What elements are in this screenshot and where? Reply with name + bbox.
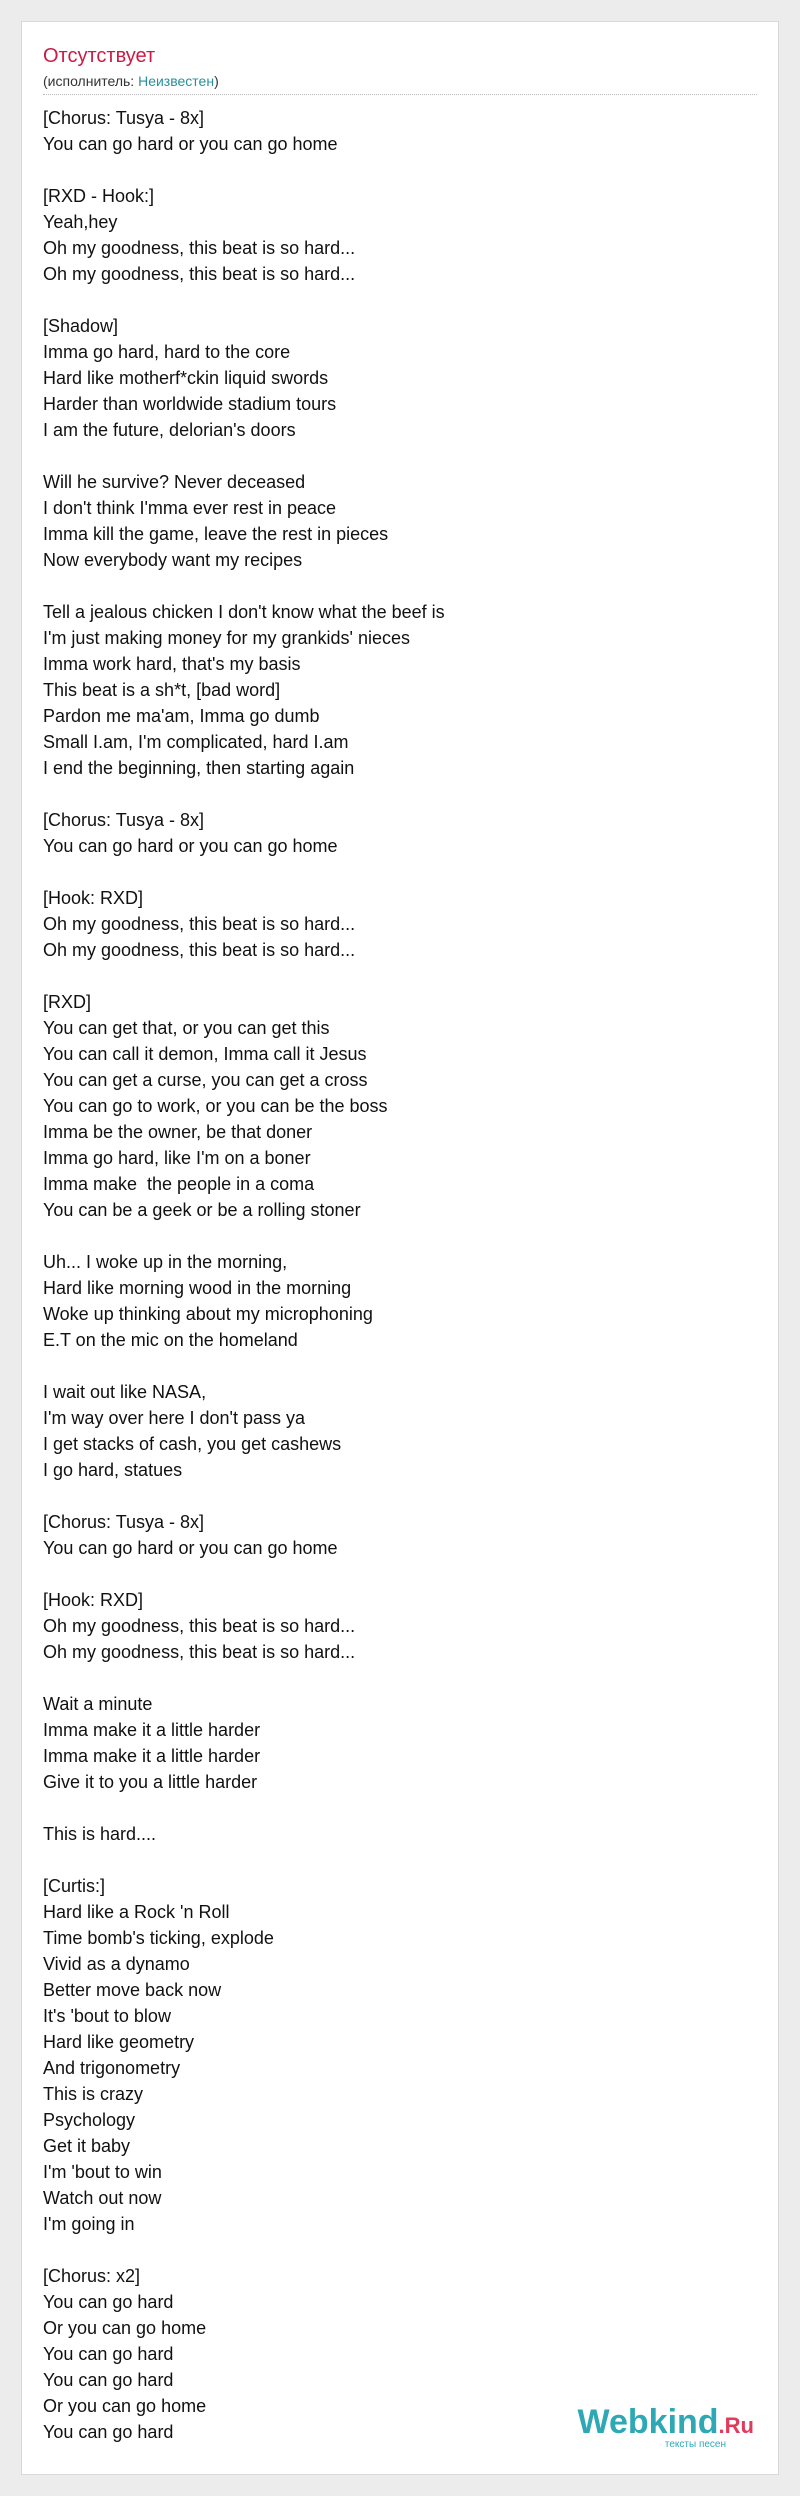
- lyrics-line: You can call it demon, Imma call it Jesus: [43, 1044, 367, 1064]
- lyrics-line: I wait out like NASA,: [43, 1382, 207, 1402]
- lyrics-line: [Shadow]: [43, 316, 119, 336]
- lyrics-line: [43, 1223, 743, 1249]
- lyrics-line: I am the future, delorian's doors: [43, 420, 296, 440]
- artist-prefix: (исполнитель:: [43, 73, 139, 89]
- lyrics-line: Watch out now: [43, 2188, 162, 2208]
- lyrics-line: Wait a minute: [43, 1694, 153, 1714]
- lyrics-line: You can go hard: [43, 2422, 174, 2442]
- lyrics-line: Give it to you a little harder: [43, 1772, 258, 1792]
- lyrics-line: Now everybody want my recipes: [43, 550, 303, 570]
- lyrics-line: Get it baby: [43, 2136, 131, 2156]
- lyrics-line: Hard like geometry: [43, 2032, 195, 2052]
- lyrics-line: [43, 287, 743, 313]
- lyrics-line: Yeah,hey: [43, 212, 118, 232]
- lyrics-line: Imma be the owner, be that doner: [43, 1122, 313, 1142]
- lyrics-line: Hard like motherf*ckin liquid swords: [43, 368, 329, 388]
- lyrics-line: Imma make the people in a coma: [43, 1174, 315, 1194]
- lyrics-line: Imma go hard, like I'm on a boner: [43, 1148, 311, 1168]
- lyrics-line: You can go hard: [43, 2344, 174, 2364]
- lyrics-line: You can get that, or you can get this: [43, 1018, 330, 1038]
- lyrics-line: Hard like morning wood in the morning: [43, 1278, 352, 1298]
- lyrics-line: And trigonometry: [43, 2058, 181, 2078]
- lyrics-line: Oh my goodness, this beat is so hard...: [43, 264, 356, 284]
- lyrics-line: Hard like a Rock 'n Roll: [43, 1902, 230, 1922]
- lyrics-line: Imma go hard, hard to the core: [43, 342, 291, 362]
- lyrics-line: Uh... I woke up in the morning,: [43, 1252, 288, 1272]
- lyrics-line: You can go hard or you can go home: [43, 1538, 338, 1558]
- lyrics-line: Imma work hard, that's my basis: [43, 654, 301, 674]
- lyrics-line: [43, 1561, 743, 1587]
- lyrics-line: This is crazy: [43, 2084, 144, 2104]
- lyrics-line: [43, 1665, 743, 1691]
- lyrics-line: [43, 443, 743, 469]
- lyrics-line: Oh my goodness, this beat is so hard...: [43, 238, 356, 258]
- lyrics-line: Psychology: [43, 2110, 136, 2130]
- lyrics-line: You can go hard or you can go home: [43, 134, 338, 154]
- artist-line: [43, 72, 219, 90]
- lyrics-line: [RXD]: [43, 992, 92, 1012]
- lyrics-line: Imma make it a little harder: [43, 1720, 261, 1740]
- lyrics-line: Woke up thinking about my microphoning: [43, 1304, 373, 1324]
- lyrics-line: [43, 1353, 743, 1379]
- lyrics-card: [21, 21, 779, 2475]
- lyrics-text: [43, 105, 743, 2445]
- lyrics-line: It's 'bout to blow: [43, 2006, 171, 2026]
- logo-wordmark: [578, 2404, 755, 2444]
- lyrics-line: Vivid as a dynamo: [43, 1954, 190, 1974]
- lyrics-line: [Hook: RXD]: [43, 1590, 144, 1610]
- lyrics-line: Or you can go home: [43, 2318, 207, 2338]
- lyrics-line: Time bomb's ticking, explode: [43, 1928, 274, 1948]
- lyrics-line: Harder than worldwide stadium tours: [43, 394, 337, 414]
- lyrics-line: I end the beginning, then starting again: [43, 758, 355, 778]
- lyrics-line: Or you can go home: [43, 2396, 207, 2416]
- lyrics-line: [43, 963, 743, 989]
- lyrics-line: You can be a geek or be a rolling stoner: [43, 1200, 361, 1220]
- lyrics-line: E.T on the mic on the homeland: [43, 1330, 298, 1350]
- lyrics-line: [43, 157, 743, 183]
- lyrics-line: You can go hard: [43, 2370, 174, 2390]
- lyrics-line: You can go hard or you can go home: [43, 836, 338, 856]
- lyrics-line: [RXD - Hook:]: [43, 186, 155, 206]
- lyrics-line: [43, 573, 743, 599]
- lyrics-line: Oh my goodness, this beat is so hard...: [43, 914, 356, 934]
- lyrics-line: You can go to work, or you can be the boss: [43, 1096, 388, 1116]
- lyrics-line: I don't think I'mma ever rest in peace: [43, 498, 337, 518]
- lyrics-line: I go hard, statues: [43, 1460, 183, 1480]
- site-logo[interactable]: [564, 2404, 754, 2448]
- song-title: Отсутствует: [43, 45, 156, 67]
- lyrics-line: [43, 1795, 743, 1821]
- lyrics-line: Tell a jealous chicken I don't know what the beef is: [43, 602, 445, 622]
- lyrics-line: Small I.am, I'm complicated, hard I.am: [43, 732, 349, 752]
- lyrics-line: I'm 'bout to win: [43, 2162, 162, 2182]
- lyrics-line: Pardon me ma'am, Imma go dumb: [43, 706, 320, 726]
- lyrics-line: Imma kill the game, leave the rest in pieces: [43, 524, 389, 544]
- logo-tagline: тексты песен: [664, 2439, 726, 2450]
- lyrics-line: I'm going in: [43, 2214, 135, 2234]
- lyrics-line: I get stacks of cash, you get cashews: [43, 1434, 342, 1454]
- lyrics-line: [Curtis:]: [43, 1876, 106, 1896]
- lyrics-line: Oh my goodness, this beat is so hard...: [43, 940, 356, 960]
- lyrics-line: Oh my goodness, this beat is so hard...: [43, 1642, 356, 1662]
- artist-link[interactable]: Неизвестен: [138, 73, 215, 89]
- lyrics-line: I'm just making money for my grankids' nieces: [43, 628, 411, 648]
- logo-main-text: Webkind: [577, 2403, 719, 2441]
- lyrics-line: [Chorus: x2]: [43, 2266, 141, 2286]
- lyrics-line: [43, 781, 743, 807]
- lyrics-line: Imma make it a little harder: [43, 1746, 261, 1766]
- lyrics-line: I'm way over here I don't pass ya: [43, 1408, 305, 1428]
- lyrics-line: [43, 2237, 743, 2263]
- artist-suffix: ): [214, 73, 219, 89]
- lyrics-line: [Chorus: Tusya - 8x]: [43, 108, 205, 128]
- lyrics-line: You can get a curse, you can get a cross: [43, 1070, 368, 1090]
- lyrics-line: Oh my goodness, this beat is so hard...: [43, 1616, 356, 1636]
- lyrics-line: You can go hard: [43, 2292, 174, 2312]
- lyrics-line: [43, 859, 743, 885]
- lyrics-line: Better move back now: [43, 1980, 222, 2000]
- lyrics-line: [43, 1847, 743, 1873]
- lyrics-line: This beat is a sh*t, [bad word]: [43, 680, 281, 700]
- lyrics-line: [43, 1483, 743, 1509]
- lyrics-line: [Chorus: Tusya - 8x]: [43, 810, 205, 830]
- logo-tld: .Ru: [718, 2413, 754, 2438]
- lyrics-line: [Chorus: Tusya - 8x]: [43, 1512, 205, 1532]
- lyrics-line: [Hook: RXD]: [43, 888, 144, 908]
- lyrics-line: This is hard....: [43, 1824, 157, 1844]
- lyrics-line: Will he survive? Never deceased: [43, 472, 306, 492]
- title-divider: [43, 94, 757, 95]
